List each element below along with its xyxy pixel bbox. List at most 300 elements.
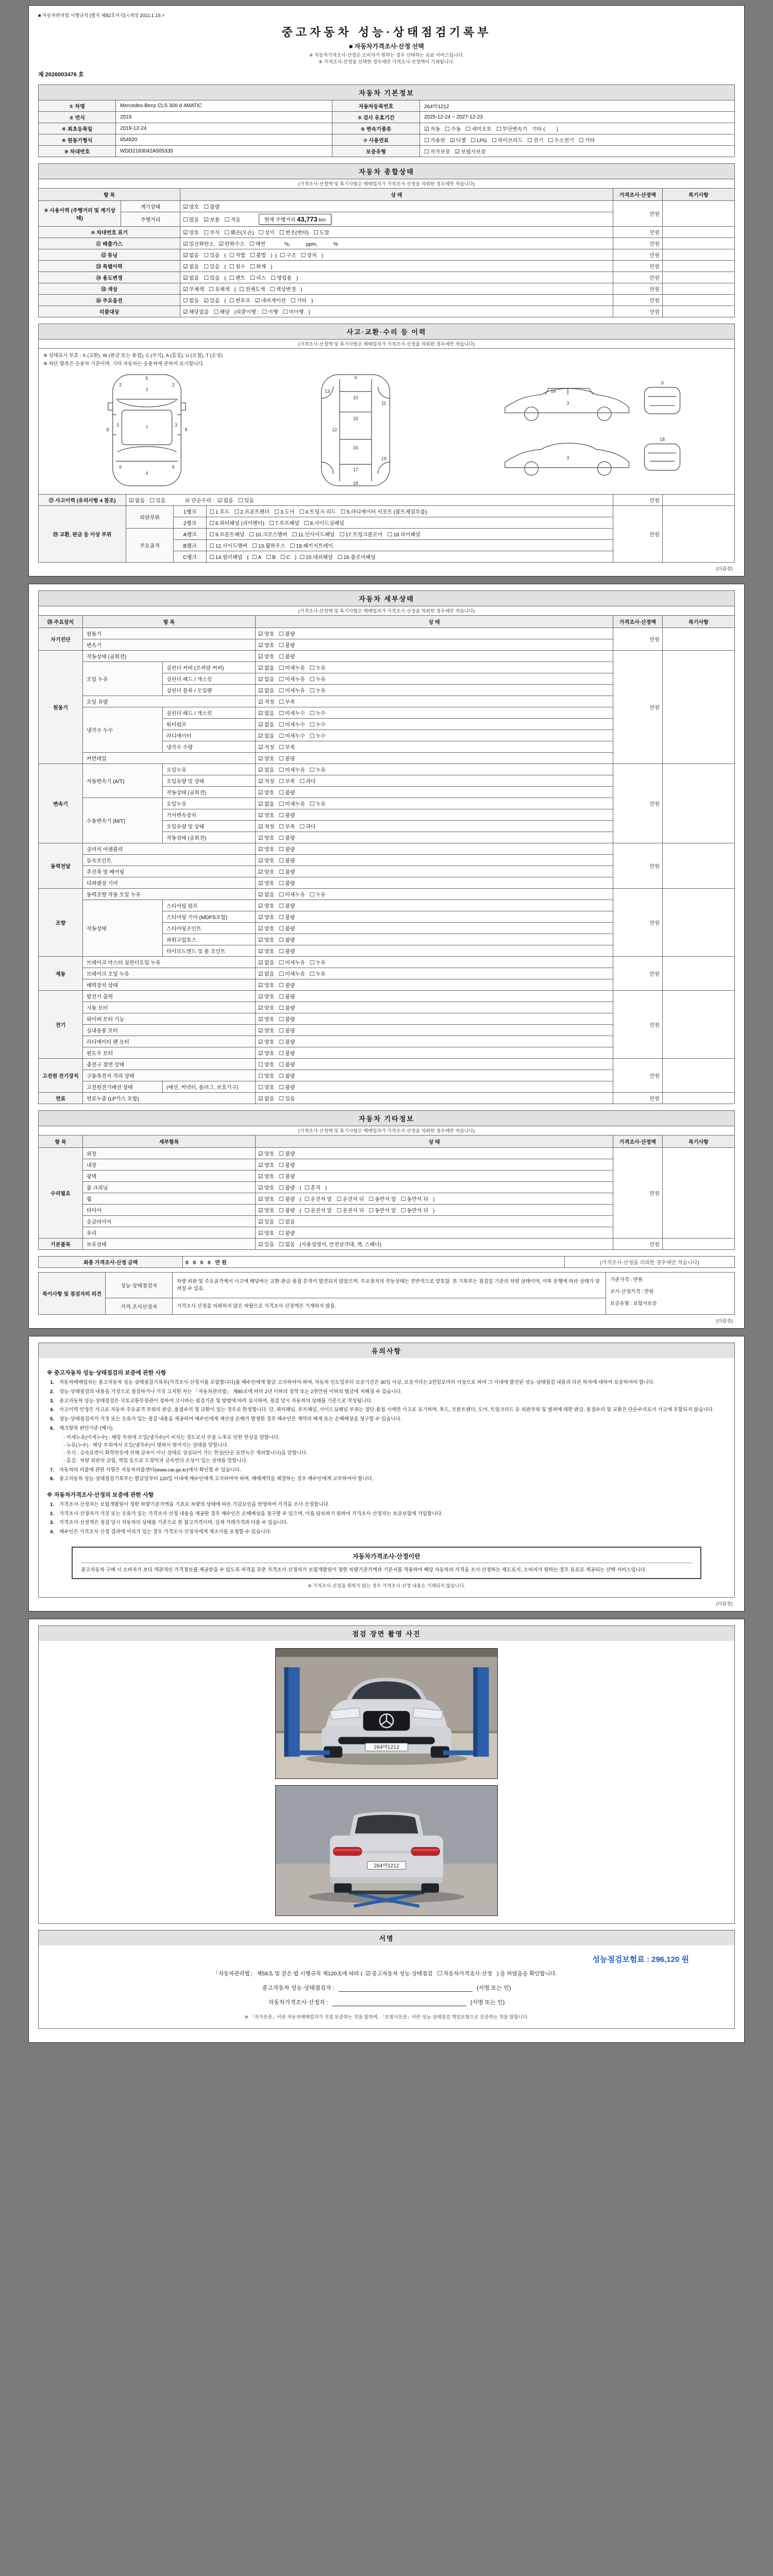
checkbox-icon: ☐ [280,554,285,561]
checkbox-checked[interactable]: ☑ 디젤 [449,138,466,144]
comp-price: 만원 [613,295,663,306]
checkbox-unchecked[interactable]: ☐ 없음 [279,1242,295,1248]
item-name: 보유상태 [83,1239,256,1250]
checkbox-unchecked[interactable]: ☐ 불량 [279,835,295,842]
checkbox-unchecked[interactable]: ☐ 구조 [280,252,296,259]
checkbox-unchecked[interactable]: ☐ 부족 [279,824,295,831]
vin-value: WDD2183042A505335 [116,146,332,157]
checkbox-unchecked[interactable]: ☐ 불량 [279,1151,295,1158]
checkbox-checked[interactable]: ☑ 없음 [217,498,233,504]
checkbox-checked[interactable]: ☑ 양호 [258,948,275,955]
checkbox-icon: ☐ [470,138,476,144]
checkbox-unchecked[interactable]: ☐ 수소전기 [548,138,574,144]
basic-info-table [38,100,735,157]
checkbox-icon: ☑ [258,812,263,819]
checkbox-icon: ☑ [258,767,263,774]
checkbox-unchecked[interactable]: ☐ 불량 [279,982,295,989]
checkbox-icon: ☐ [279,960,284,967]
svg-text:9: 9 [354,375,357,381]
item-name: 구동축전지 격리 상태 [83,1070,256,1081]
checkbox-checked[interactable]: ☑ 있음 [258,1242,275,1248]
checkbox-unchecked[interactable]: ☐ 불량 [279,1050,295,1057]
checkbox-unchecked[interactable]: ☐ 5.라디에이터 서포트 (볼트체결부품) [340,509,427,516]
accident-table-body [39,349,735,563]
checkbox-unchecked[interactable]: ☐ 적음 [224,217,241,224]
checkbox-icon: ☐ [309,801,315,808]
checkbox-unchecked[interactable]: ☐ 동반석 뒤 [400,1196,428,1203]
checkbox-unchecked[interactable]: ☐ 불량 [279,994,295,1001]
checkbox-unchecked[interactable]: ☐ 불량 [279,1039,295,1046]
checkbox-checked[interactable]: ☑ 해당없음 [183,309,209,316]
checkbox-unchecked[interactable]: ☐ 16.플로어패널 [337,554,376,561]
col-item: 세부항목 [83,1136,256,1148]
checkbox-unchecked[interactable]: ☐ 상이 [258,230,275,236]
checkbox-checked[interactable]: ☑ 양호 [258,1005,275,1012]
checkbox-checked[interactable]: ☑ 없음 [258,767,275,774]
checkbox-checked[interactable]: ☑ 양호 [258,1208,275,1214]
checkbox-unchecked[interactable]: ☐ 부식 [204,230,220,236]
checkbox-unchecked[interactable]: ☐ 운전석 뒤 [337,1208,364,1214]
checkbox-unchecked[interactable]: ☐ 양호 [258,1084,275,1091]
svg-text:12: 12 [332,427,338,432]
checkbox-unchecked[interactable]: ☐ 도말 [313,230,330,236]
checkbox-icon: ☐ [279,937,284,944]
inspector-signature-line[interactable] [339,1984,473,1992]
checkbox-checked[interactable]: ☑ 보험사보증 [455,149,486,156]
checkbox-unchecked[interactable]: ☐ 미세누유 [279,801,305,808]
item-part: 스티어링 기어 (MDPS포함) [163,911,256,923]
fuel-type-options [420,134,735,146]
checkbox-unchecked[interactable]: ☐ 불량 [279,812,295,819]
checkbox-unchecked[interactable]: ☐ 부족 [279,778,295,785]
checkbox-unchecked[interactable]: ☐ 매연 [249,241,265,248]
checkbox-unchecked[interactable]: ☐ 불량 [279,858,295,865]
checkbox-unchecked[interactable]: ☐ 동반석 뒤 [400,1208,428,1214]
checkbox-checked[interactable]: ☑ 양호 [258,1174,275,1180]
checkbox-icon: ☐ [290,543,295,550]
checkbox-unchecked[interactable]: ☐ 불량 [279,1185,295,1192]
checkbox-unchecked[interactable]: ☐ 불량 [279,926,295,933]
checkbox-icon: ☐ [400,1196,406,1203]
comp-item-label: ⑫ 튜닝 [39,249,180,261]
checkbox-unchecked[interactable]: ☐ 불량 [279,642,295,649]
checkbox-unchecked[interactable]: ☐ 불량 [279,914,295,921]
checkbox-unchecked[interactable]: ☐ 전기 [527,138,544,144]
checkbox-unchecked[interactable]: ☐ 있음 [204,264,220,270]
rank-2-label: 2랭크 [174,517,207,529]
checkbox-unchecked[interactable]: ☐ 자가보증 [424,149,450,156]
checkbox-unchecked[interactable]: ☐ 불량 [279,1028,295,1035]
checkbox-unchecked[interactable]: ☐ 누유 [309,676,326,683]
checkbox-unchecked[interactable]: ☐ 있음 [238,498,255,504]
comp-state [180,306,613,317]
checkbox-unchecked[interactable]: ☐ 리스 [249,275,266,282]
checkbox-checked[interactable]: ☑ 양호 [258,926,275,933]
notice-item [50,1416,723,1423]
checkbox-unchecked[interactable]: ☐ 화재 [249,264,266,270]
option-text: 「자동차관리법」 제58조 및 같은 법 시행규칙 제120조에 따라 ( [213,1971,363,1977]
option-text: (사용설명서, 안전삼각대, 잭, 스패너) [299,1242,381,1248]
checkbox-unchecked[interactable]: ☐ 적법 [229,252,245,259]
checkbox-icon: ☐ [279,722,284,728]
checkbox-unchecked[interactable]: ☐ 세미오토 [465,126,492,133]
checkbox-unchecked[interactable]: ☐ 부족 [279,699,295,706]
accident-history-label: ⑰ 사고이력 (유의사항 4 참조) [39,495,126,506]
comp-price: 만원 [613,249,663,261]
detail-row [39,1093,735,1104]
checkbox-checked[interactable]: ☑ 양호 [183,230,199,236]
col-price: 가격조사·산정액 [613,616,663,628]
checkbox-unchecked[interactable]: ☐ 미세누유 [279,676,305,683]
checkbox-unchecked[interactable]: ☐ 부족 [279,744,295,751]
checkbox-unchecked[interactable]: ☐ 미이행 [282,309,304,316]
checkbox-unchecked[interactable]: ☐ 19.패키지트레이 [290,543,333,550]
checkbox-unchecked[interactable]: ☐ 불량 [279,1084,295,1091]
checkbox-unchecked[interactable]: ☐ 렌트 [229,275,245,282]
checkbox-checked[interactable]: ☑ 양호 [258,1028,275,1035]
svg-text:3: 3 [116,422,119,428]
checkbox-unchecked[interactable]: ☐ 누유 [309,960,326,967]
checkbox-unchecked[interactable]: ☐ 6.쿼터패널 (리어펜더) [209,520,264,527]
checkbox-unchecked[interactable]: ☐ 흔적 [304,1185,321,1192]
checkbox-unchecked[interactable]: ☐ 운전석 뒤 [337,1196,364,1203]
item-state [256,911,613,923]
checkbox-unchecked[interactable]: ☐ B [266,554,276,561]
checkbox-unchecked[interactable]: ☐ 동반석 앞 [368,1208,396,1214]
checkbox-unchecked[interactable]: ☐ 가솔린 [424,138,445,144]
checkbox-unchecked[interactable]: ☐ 11.인사이드패널 [292,532,335,538]
checkbox-checked[interactable]: ☑ 적정 [258,699,275,706]
checkbox-unchecked[interactable]: ☐ 불량 [279,1230,295,1237]
price-cell: 만원 [613,1059,663,1093]
checkbox-unchecked[interactable]: ☐ 영업용 [271,275,292,282]
checkbox-unchecked[interactable]: ☐ 훼손(오손) [224,230,254,236]
checkbox-checked[interactable]: ☑ 양호 [183,204,199,211]
item-state [256,1239,613,1250]
checkbox-unchecked[interactable]: ☐ 기타 [290,298,307,304]
checkbox-unchecked[interactable]: ☐ 불량 [204,204,220,211]
detail-row [39,628,735,639]
section-accident-note: (가격조사·산정액 및 특기사항은 매매업자가 가격조사·산정을 의뢰한 경우에만 적습니다) [38,339,735,348]
checkbox-checked[interactable]: ☑ 없음 [258,892,275,899]
checkbox-unchecked[interactable]: ☐ 불량 [279,869,295,876]
item-name: 충전구 절연 상태 [83,1059,256,1070]
checkbox-checked[interactable]: ☑ 없음 [258,971,275,978]
checkbox-checked[interactable]: ☑ 양호 [258,642,275,649]
item-name: 디퍼렌셜 기어 [83,877,256,889]
checkbox-icon: ☐ [279,699,284,706]
checkbox-unchecked[interactable]: ☐ 누유 [309,688,326,694]
checkbox-unchecked[interactable]: ☐ 불량 [279,1174,295,1180]
checkbox-checked[interactable]: ☑ 양호 [258,937,275,944]
checkbox-checked[interactable]: ☑ 양호 [258,914,275,921]
checkbox-unchecked[interactable]: ☐ 자동차가격조사·산정 [437,1971,492,1977]
checkbox-unchecked[interactable]: ☐ 전체도색 [239,286,265,293]
checkbox-checked[interactable]: ☑ 네비게이션 [255,298,286,304]
checkbox-unchecked[interactable]: ☐ 불량 [279,790,295,796]
comp-note [663,283,735,295]
checkbox-unchecked[interactable]: ☐ 변조(변타) [279,230,309,236]
checkbox-unchecked[interactable]: ☐ 유채색 [208,286,230,293]
checkbox-unchecked[interactable]: ☐ 불량 [279,1062,295,1069]
checkbox-unchecked[interactable]: ☐ 불량 [279,1016,295,1023]
comp-price: 만원 [613,201,663,227]
checkbox-checked[interactable]: ☑ 없음 [258,665,275,672]
col-item: 항 목 [83,616,256,628]
checkbox-checked[interactable]: ☑ 없음 [183,275,199,282]
checkbox-checked[interactable]: ☑ 양호 [258,1016,275,1023]
checkbox-checked[interactable]: ☑ 없음 [258,688,275,694]
checkbox-checked[interactable]: ☑ 무채색 [183,286,204,293]
item-state [256,1182,613,1193]
checkbox-checked[interactable]: ☑ 양호 [258,858,275,865]
checkbox-unchecked[interactable]: ☐ 썬루프 [229,298,250,304]
checkbox-unchecked[interactable]: ☐ 누유 [309,767,326,774]
checkbox-icon: ☑ [258,937,263,944]
checkbox-unchecked[interactable]: ☐ 불량 [279,903,295,910]
checkbox-unchecked[interactable]: ☐ 불량 [279,937,295,944]
checkbox-checked[interactable]: ☑ 적정 [258,744,275,751]
checkbox-checked[interactable]: ☑ 양호 [258,756,275,762]
checkbox-checked[interactable]: ☑ 양호 [258,631,275,638]
price-survey-info-title: 자동차가격조사·산정이란 [81,1552,692,1563]
checkbox-checked[interactable]: ☑ 적정 [258,824,275,831]
basic-row-3 [39,123,735,134]
checkbox-unchecked[interactable]: ☐ 불량 [279,948,295,955]
item-part: 실린더 커버 (로커암 커버) [163,662,256,673]
price-cell: 만원 [613,1148,663,1239]
checkbox-unchecked[interactable]: ☐ 불법 [249,252,266,259]
checkbox-unchecked[interactable]: ☐ 장치 [300,252,317,259]
checkbox-unchecked[interactable]: ☐ LPG [470,138,487,144]
item-state [256,707,613,719]
checkbox-unchecked[interactable]: ☐ 7.루프패널 [268,520,299,527]
checkbox-unchecked[interactable]: ☐ 불량 [279,1162,295,1169]
checkbox-icon: ☑ [183,275,188,282]
checkbox-checked[interactable]: ☑ 있음 [258,1219,275,1226]
checkbox-unchecked[interactable]: ☐ 이행 [262,309,278,316]
comp-item-label: ⑪ 배출가스 [39,238,180,249]
checkbox-unchecked[interactable]: ☐ 불량 [279,1005,295,1012]
item-part: 스티어링 펌프 [163,900,256,911]
checkbox-unchecked[interactable]: ☐ 하이브리드 [491,138,523,144]
notice-item-text: 중고자동차 성능·상태점검은 국토교통부장관이 정하여 고시하는 점검기준 및 방법에 따라 실시하며, 점검 당시 자동차의 상태를 기준으로 작성됩니다. [59,1398,373,1404]
appraiser-signature-line[interactable] [332,1998,466,2006]
checkbox-checked[interactable]: ☑ 양호 [258,982,275,989]
notice-subitem: - 부식 : 금속표면이 화학반응에 의해 금속이 아닌 상태로 상실되어 가는 현상(단순 표면녹은 제외합니다)을 말합니다. [63,1450,308,1456]
item-name: 내장 [83,1159,256,1171]
rank-2-options [207,517,613,529]
checkbox-unchecked[interactable]: ☐ 무단변속기 [496,126,528,133]
checkbox-unchecked[interactable]: ☐ 미세누유 [279,971,305,978]
checkbox-checked[interactable]: ☑ 양호 [258,880,275,887]
item-state [256,991,613,1002]
checkbox-icon: ☑ [258,1208,263,1214]
checkbox-unchecked[interactable]: ☐ A [251,554,262,561]
checkbox-unchecked[interactable]: ☐ 미세누수 [279,722,305,728]
checkbox-unchecked[interactable]: ☐ 3.도어 [274,509,295,516]
checkbox-unchecked[interactable]: ☐ 있음 [204,252,220,259]
checkbox-checked[interactable]: ☑ 양호 [258,994,275,1001]
checkbox-unchecked[interactable]: ☐ 18.리어패널 [387,532,421,538]
checkbox-unchecked[interactable]: ☐ 누유 [309,892,326,899]
checkbox-unchecked[interactable]: ☐ 17.트렁크플로어 [339,532,383,538]
checkbox-unchecked[interactable]: ☐ 침수 [229,264,245,270]
checkbox-unchecked[interactable]: ☐ 누유 [309,971,326,978]
checkbox-unchecked[interactable]: ☐ 누수 [309,722,326,728]
price-survey-info-note: ※ 가격조사·산정을 원하지 않는 경우 가격조사·산정 내용은 기재되지 않습니다. [308,1583,465,1588]
checkbox-unchecked[interactable]: ☐ 10.크로스멤버 [249,532,288,538]
checkbox-icon: ☐ [279,1151,284,1158]
checkbox-icon: ☐ [279,994,284,1001]
checkbox-checked[interactable]: ☑ 일산화탄소 [183,241,214,248]
checkbox-checked[interactable]: ☑ 없음 [183,252,199,259]
checkbox-unchecked[interactable]: ☐ 누유 [309,801,326,808]
price-cell: 만원 [613,957,663,991]
checkbox-checked[interactable]: ☑ 양호 [258,846,275,853]
checkbox-unchecked[interactable]: ☐ 9.프론트패널 [209,532,245,538]
checkbox-unchecked[interactable]: ☐ 불량 [279,846,295,853]
checkbox-unchecked[interactable]: ☐ 미세누수 [279,733,305,740]
checkbox-icon: ☐ [224,217,230,224]
item-part: 오일유량 및 상태 [163,821,256,832]
checkbox-checked[interactable]: ☑ 양호 [258,812,275,819]
checkbox-icon: ☑ [183,230,188,236]
checkbox-unchecked[interactable]: ☐ 없음 [183,298,199,304]
checkbox-checked[interactable]: ☑ 있음 [204,298,220,304]
checkbox-unchecked[interactable]: ☐ 미세누유 [279,767,305,774]
checkbox-unchecked[interactable]: ☐ 누수 [309,733,326,740]
checkbox-checked[interactable]: ☑ 양호 [258,869,275,876]
checkbox-checked[interactable]: ☑ 중고자동차 성능·상태점검 [365,1971,433,1977]
checkbox-checked[interactable]: ☑ 양호 [258,835,275,842]
item-name: 원동기 [83,628,256,639]
checkbox-checked[interactable]: ☑ 자동 [424,126,441,133]
checkbox-unchecked[interactable]: ☐ 2.프론트펜더 [234,509,270,516]
checkbox-unchecked[interactable]: ☐ 있음 [204,275,220,282]
checkbox-unchecked[interactable]: ☐ C [280,554,290,561]
checkbox-unchecked[interactable]: ☐ 색상변경 [270,286,296,293]
item-name: 작동상태 [83,900,163,957]
comp-note [663,249,735,261]
checkbox-checked[interactable]: ☑ 없음 [258,1096,275,1103]
checkbox-checked[interactable]: ☑ 탄화수소 [219,241,245,248]
checkbox-unchecked[interactable]: ☐ 누유 [309,665,326,672]
checkbox-checked[interactable]: ☑ 없음 [258,801,275,808]
checkbox-unchecked[interactable]: ☐ 수동 [445,126,461,133]
checkbox-unchecked[interactable]: ☐ 기타 [578,138,595,144]
checkbox-checked[interactable]: ☑ 없음 [258,722,275,728]
item-state [256,673,613,685]
model-year-value: 2019 [116,112,332,123]
option-text: ) [325,1185,327,1192]
checkbox-checked[interactable]: ☑ 양호 [258,1151,275,1158]
checkbox-unchecked[interactable]: ☐ 미세누수 [279,710,305,717]
checkbox-unchecked[interactable]: ☐ 불량 [279,654,295,660]
checkbox-icon: ☑ [258,1174,263,1180]
checkbox-icon: ☑ [204,217,209,224]
checkbox-checked[interactable]: ☑ 양호 [258,1185,275,1192]
checkbox-unchecked[interactable]: ☐ 운전석 앞 [304,1208,332,1214]
checkbox-checked[interactable]: ☑ 없음 [258,960,275,967]
item-state [256,1013,613,1025]
checkbox-unchecked[interactable]: ☐ 14.필러패널 [209,554,243,561]
checkbox-unchecked[interactable]: ☐ 과다 [299,824,316,831]
checkbox-icon: ☐ [282,309,288,316]
checkbox-unchecked[interactable]: ☐ 미세누유 [279,960,305,967]
checkbox-unchecked[interactable]: ☐ 미세누유 [279,665,305,672]
checkbox-unchecked[interactable]: ☐ 12.사이드멤버 [209,543,248,550]
item-name: 브레이크 오일 누유 [83,968,256,979]
checkbox-checked[interactable]: ☑ 양호 [258,1162,275,1169]
checkbox-unchecked[interactable]: ☐ 13.휠하우스 [252,543,285,550]
checkbox-unchecked[interactable]: ☐ 불량 [279,1073,295,1080]
checkbox-checked[interactable]: ☑ 양호 [258,790,275,796]
checkbox-icon: ☑ [258,1028,263,1035]
checkbox-checked[interactable]: ☑ 양호 [258,903,275,910]
checkbox-checked[interactable]: ☑ 양호 [258,1196,275,1203]
checkbox-unchecked[interactable]: ☐ 누수 [309,710,326,717]
checkbox-unchecked[interactable]: ☐ 없음 [279,1219,295,1226]
checkbox-unchecked[interactable]: ☐ 1.후드 [209,509,230,516]
checkbox-unchecked[interactable]: ☐ 운전석 앞 [304,1196,332,1203]
checkbox-unchecked[interactable]: ☐ 불량 [279,880,295,887]
checkbox-unchecked[interactable]: ☐ 양호 [258,1073,275,1080]
checkbox-checked[interactable]: ☑ 양호 [258,1039,275,1046]
checkbox-checked[interactable]: ☑ 보통 [204,217,220,224]
checkbox-unchecked[interactable]: ☐ 불량 [279,1208,295,1214]
signature-row-inspector [53,1984,720,1992]
checkbox-unchecked[interactable]: ☐ 불량 [279,631,295,638]
checkbox-checked[interactable]: ☑ 없음 [129,498,145,504]
checkbox-unchecked[interactable]: ☐ 과다 [299,778,316,785]
checkbox-checked[interactable]: ☑ 없음 [183,264,199,270]
checkbox-checked[interactable]: ☑ 양호 [258,1050,275,1057]
checkbox-checked[interactable]: ☑ 없음 [258,710,275,717]
checkbox-unchecked[interactable]: ☐ 15.대쉬패널 [299,554,333,561]
checkbox-checked[interactable]: ☑ 양호 [258,654,275,660]
checkbox-icon: ☐ [249,275,255,282]
checkbox-unchecked[interactable]: ☐ 있음 [279,1096,295,1103]
checkbox-unchecked[interactable]: ☐ 미세누유 [279,688,305,694]
comp-state [180,238,613,249]
rank-a-label: A랭크 [174,529,207,540]
item-state [256,1047,613,1059]
price-survey-side-box [606,1273,735,1315]
checkbox-unchecked[interactable]: ☐ 불량 [279,1196,295,1203]
checkbox-unchecked[interactable]: ☐ 8.사이드실패널 [304,520,344,527]
checkbox-checked[interactable]: ☑ 양호 [258,1230,275,1237]
comp-state [180,212,613,227]
checkbox-checked[interactable]: ☑ 없음 [258,733,275,740]
checkbox-unchecked[interactable]: ☐ 양호 [258,1062,275,1069]
checkbox-unchecked[interactable]: ☐ 동반석 앞 [368,1196,396,1203]
checkbox-icon: ☑ [258,1005,263,1012]
checkbox-icon: ☑ [449,138,455,144]
checkbox-icon: ☐ [204,204,209,211]
checkbox-icon: ☐ [299,778,305,785]
final-price-label: 최종 가격조사·산정 금액 [39,1257,183,1268]
checkbox-unchecked[interactable]: ☐ 많음 [183,217,199,224]
checkbox-unchecked[interactable]: ☐ 4.트렁크 리드 [299,509,336,516]
checkbox-unchecked[interactable]: ☐ 있음 [149,498,166,504]
checkbox-checked[interactable]: ☑ 없음 [258,676,275,683]
svg-text:18: 18 [353,481,358,486]
checkbox-unchecked[interactable]: ☐ 불량 [279,756,295,762]
checkbox-checked[interactable]: ☑ 적정 [258,778,275,785]
checkbox-unchecked[interactable]: ☐ 미세누유 [279,892,305,899]
checkbox-unchecked[interactable]: ☐ 해당 [213,309,230,316]
